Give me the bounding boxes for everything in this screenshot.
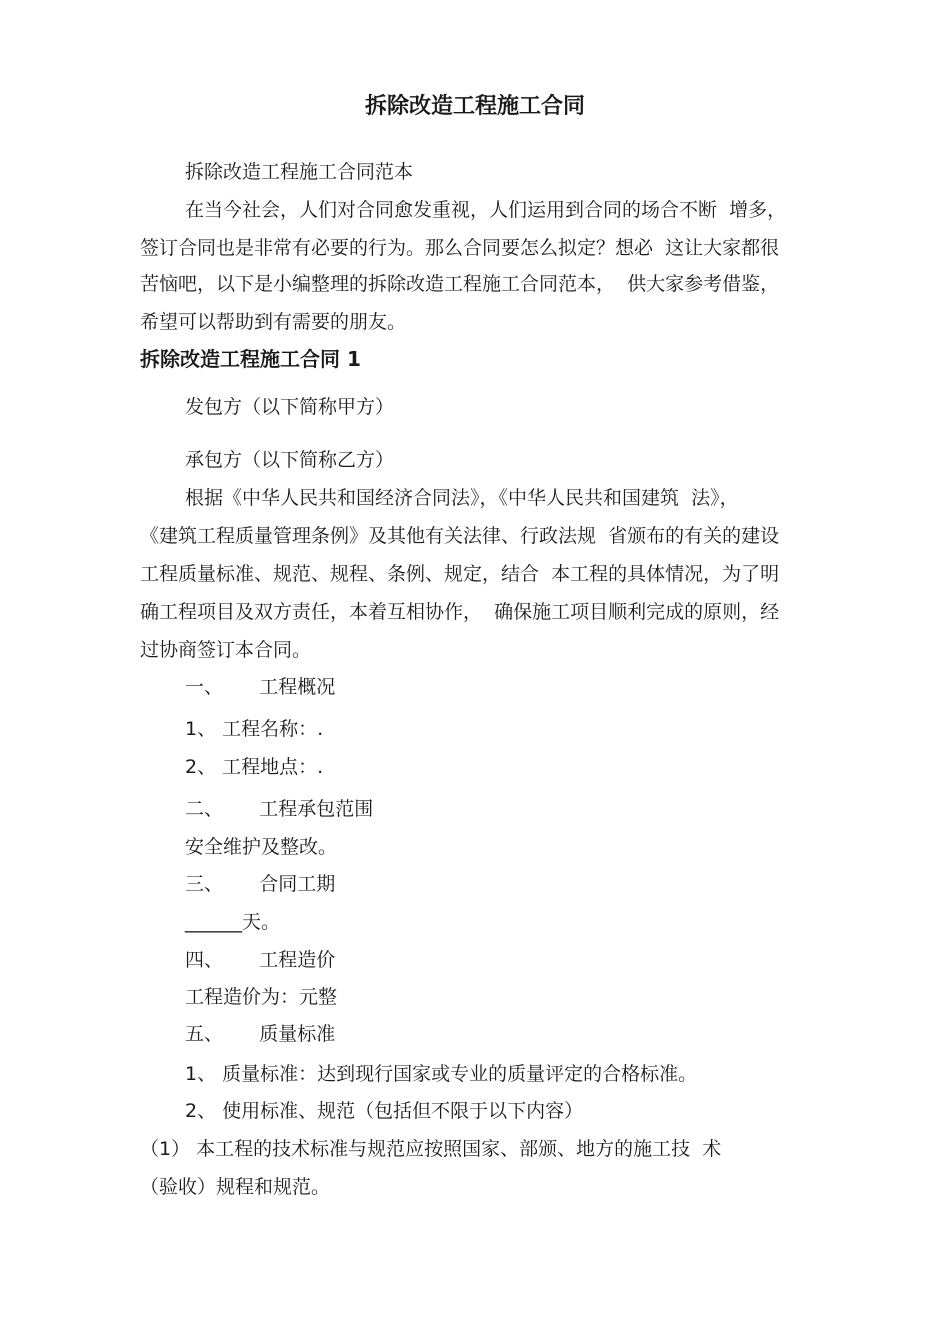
clause-item: 1、 工程名称：.	[185, 718, 324, 740]
clause-item: 2、 工程地点：.	[185, 756, 324, 778]
basis-line: 确工程项目及双方责任，本着互相协作， 确保施工项目顺利完成的原则，经	[140, 601, 780, 623]
clause-text: 工程造价为：元整	[185, 986, 338, 1008]
clause-heading: 四、 工程造价	[185, 949, 336, 971]
basis-line: 过协商签订本合同。	[140, 639, 312, 661]
clause-subitem: （验收）规程和规范。	[140, 1176, 331, 1198]
clause-heading: 三、 合同工期	[185, 873, 336, 895]
intro-line: 苦恼吧，以下是小编整理的拆除改造工程施工合同范本， 供大家参考借鉴，	[140, 273, 780, 295]
clause-heading: 二、 工程承包范围	[185, 798, 374, 820]
clause-item: 1、 质量标准：达到现行国家或专业的质量评定的合格标准。	[185, 1063, 698, 1085]
clause-subitem: （1） 本工程的技术标准与规范应按照国家、部颁、地方的施工技 术	[140, 1138, 722, 1160]
intro-line: 在当今社会，人们对合同愈发重视，人们运用到合同的场合不断 增多，	[185, 199, 787, 221]
clause-text: 安全维护及整改。	[185, 836, 338, 858]
document-subtitle: 拆除改造工程施工合同范本	[185, 161, 414, 183]
clause-heading: 五、 质量标准	[185, 1023, 336, 1045]
party-a: 发包方（以下简称甲方）	[185, 396, 395, 418]
basis-line: 工程质量标准、规范、规程、条例、规定，结合 本工程的具体情况，为了明	[140, 563, 780, 585]
party-b: 承包方（以下简称乙方）	[185, 449, 395, 471]
basis-line: 根据《中华人民共和国经济合同法》，《中华人民共和国建筑 法》，	[185, 487, 739, 509]
intro-line: 签订合同也是非常有必要的行为。那么合同要怎么拟定？想必 这让大家都很	[140, 237, 780, 259]
intro-line: 希望可以帮助到有需要的朋友。	[140, 311, 407, 333]
document-title: 拆除改造工程施工合同	[364, 94, 585, 119]
clause-item: 2、 使用标准、规范（包括但不限于以下内容）	[185, 1100, 584, 1122]
basis-line: 《建筑工程质量管理条例》及其他有关法律、行政法规 省颁布的有关的建设	[140, 525, 780, 547]
clause-text: ______天。	[185, 911, 281, 933]
section-heading: 拆除改造工程施工合同 1	[140, 347, 361, 371]
clause-heading: 一、 工程概况	[185, 676, 336, 698]
